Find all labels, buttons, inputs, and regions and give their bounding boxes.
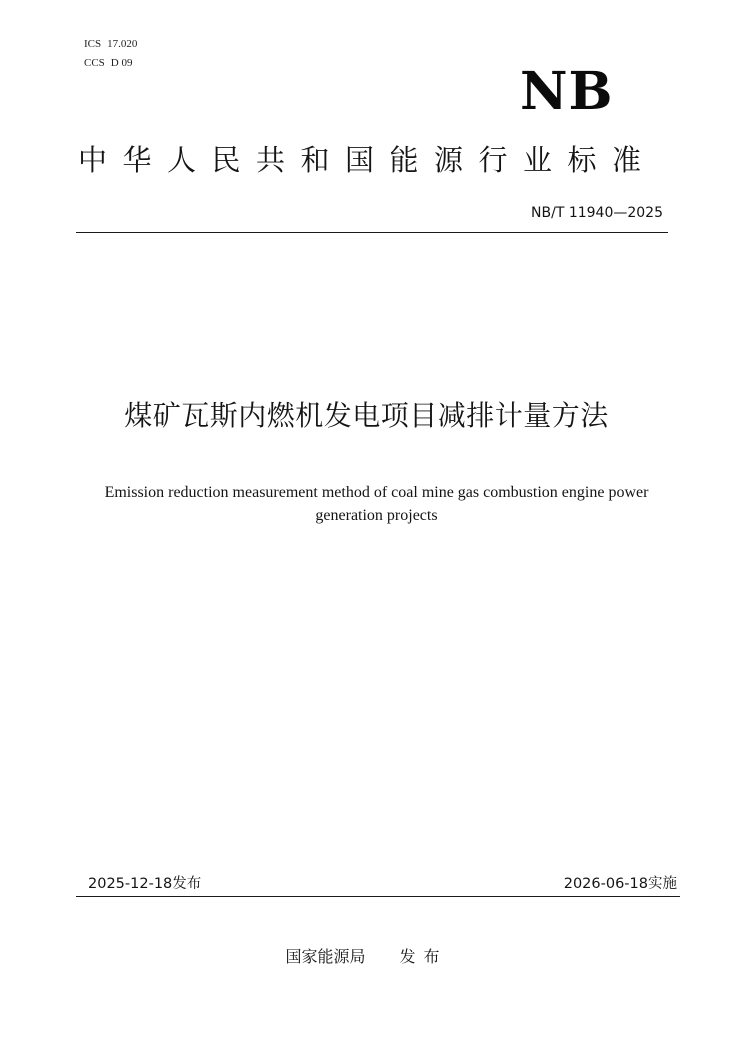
ics-code: 17.020: [107, 38, 138, 50]
ccs-code: D 09: [110, 57, 133, 69]
issuing-authority-title: 中华人民共和国能源行业标准: [78, 143, 657, 177]
implementation-date: 2026-06-18实施: [563, 876, 677, 892]
ccs-label: CCS: [84, 57, 105, 69]
english-title-line-1: Emission reduction measurement method of coal mine gas combustion engine power: [104, 484, 649, 501]
publisher-organization: 国家能源局: [285, 947, 366, 966]
ics-label: ICS: [84, 38, 102, 50]
english-title-line-2: generation projects: [315, 507, 438, 524]
publisher: [0, 946, 733, 968]
bottom-divider: [76, 896, 680, 897]
issue-date: 2025-12-18发布: [88, 876, 202, 892]
ccs-line: [84, 54, 137, 73]
standard-number: NB/T 11940—2025: [531, 205, 663, 221]
classification-codes: [84, 35, 137, 73]
ics-line: [84, 35, 137, 54]
english-title: [60, 481, 693, 527]
top-divider: [76, 232, 668, 233]
publisher-action: 发布: [399, 947, 448, 966]
chinese-title: 煤矿瓦斯内燃机发电项目减排计量方法: [124, 399, 609, 432]
nb-logo: NB: [520, 61, 614, 122]
